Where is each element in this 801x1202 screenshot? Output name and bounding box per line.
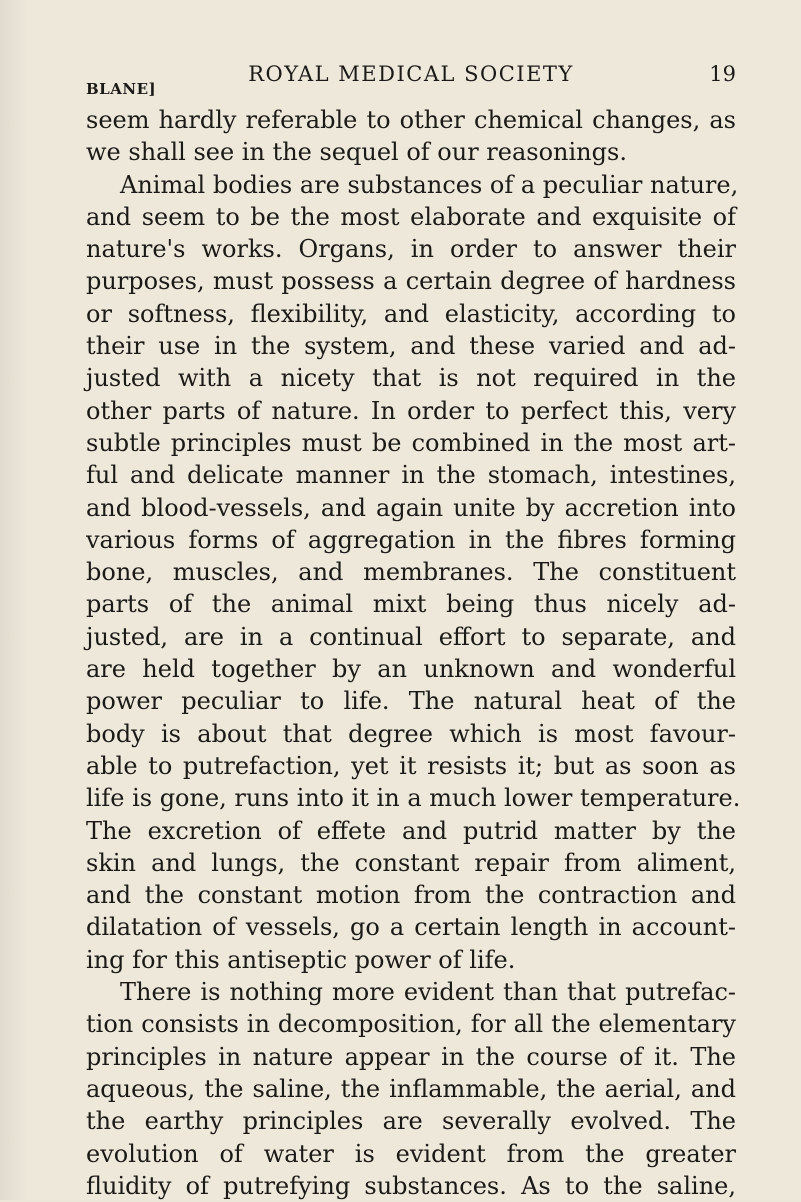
running-head-title: ROYAL MEDICAL SOCIETY: [248, 62, 574, 86]
text-line: purposes, must possess a certain degree of hardness: [86, 267, 736, 296]
text-line: fluidity of putrefying substances. As to the saline,: [86, 1171, 736, 1200]
body-text: [86, 104, 741, 1202]
text-line: aqueous, the saline, the inflammable, the aerial, and: [86, 1074, 736, 1103]
text-line: or softness, flexibility, and elasticity, according to: [86, 299, 736, 328]
text-line: evolution of water is evident from the greater: [86, 1139, 736, 1168]
text-line: ful and delicate manner in the stomach, intestines,: [86, 461, 736, 490]
text-line: and the constant motion from the contraction and: [86, 881, 736, 910]
text-line: tion consists in decomposition, for all the elementary: [86, 1010, 736, 1039]
text-line: skin and lungs, the constant repair from aliment,: [86, 848, 736, 877]
paragraph-start-line: Animal bodies are substances of a peculiar nature,: [120, 170, 739, 199]
text-line: life is gone, runs into it in a much lower temperature.: [86, 784, 741, 813]
text-line: body is about that degree which is most favour-: [86, 719, 736, 748]
text-line: bone, muscles, and membranes. The constituent: [86, 558, 736, 587]
text-line: justed, are in a continual effort to separate, and: [86, 622, 736, 651]
text-line: able to putrefaction, yet it resists it; but as soon as: [86, 751, 736, 780]
text-line: other parts of nature. In order to perfect this, very: [86, 396, 736, 425]
text-line: are held together by an unknown and wonderful: [86, 655, 736, 684]
running-header: [86, 62, 736, 102]
text-line: various forms of aggregation in the fibres forming: [86, 525, 736, 554]
text-line: seem hardly referable to other chemical changes, as: [86, 106, 736, 134]
text-line: justed with a nicety that is not required in the: [86, 364, 736, 393]
text-line: parts of the animal mixt being thus nicely ad-: [86, 590, 736, 619]
paragraph-start-line: There is nothing more evident than that putrefac-: [120, 978, 736, 1007]
running-head-author: BLANE]: [86, 80, 157, 98]
text-line: dilatation of vessels, go a certain length in account-: [86, 913, 736, 942]
text-line: power peculiar to life. The natural heat of the: [86, 687, 736, 716]
text-line: their use in the system, and these varied and ad-: [86, 332, 736, 361]
text-line: ing for this antiseptic power of life.: [86, 945, 516, 974]
text-line: we shall see in the sequel of our reasonings.: [86, 138, 627, 167]
text-line: subtle principles must be combined in the most art-: [86, 428, 736, 457]
text-line: The excretion of effete and putrid matter by the: [86, 816, 736, 845]
text-line: and seem to be the most elaborate and exquisite of: [86, 202, 736, 231]
text-line: and blood-vessels, and again unite by accretion into: [86, 493, 736, 522]
text-line: nature's works. Organs, in order to answer their: [86, 235, 736, 264]
text-line: principles in nature appear in the course of it. The: [86, 1042, 736, 1071]
page-number: 19: [709, 62, 736, 86]
text-line: the earthy principles are severally evolved. The: [86, 1107, 736, 1136]
